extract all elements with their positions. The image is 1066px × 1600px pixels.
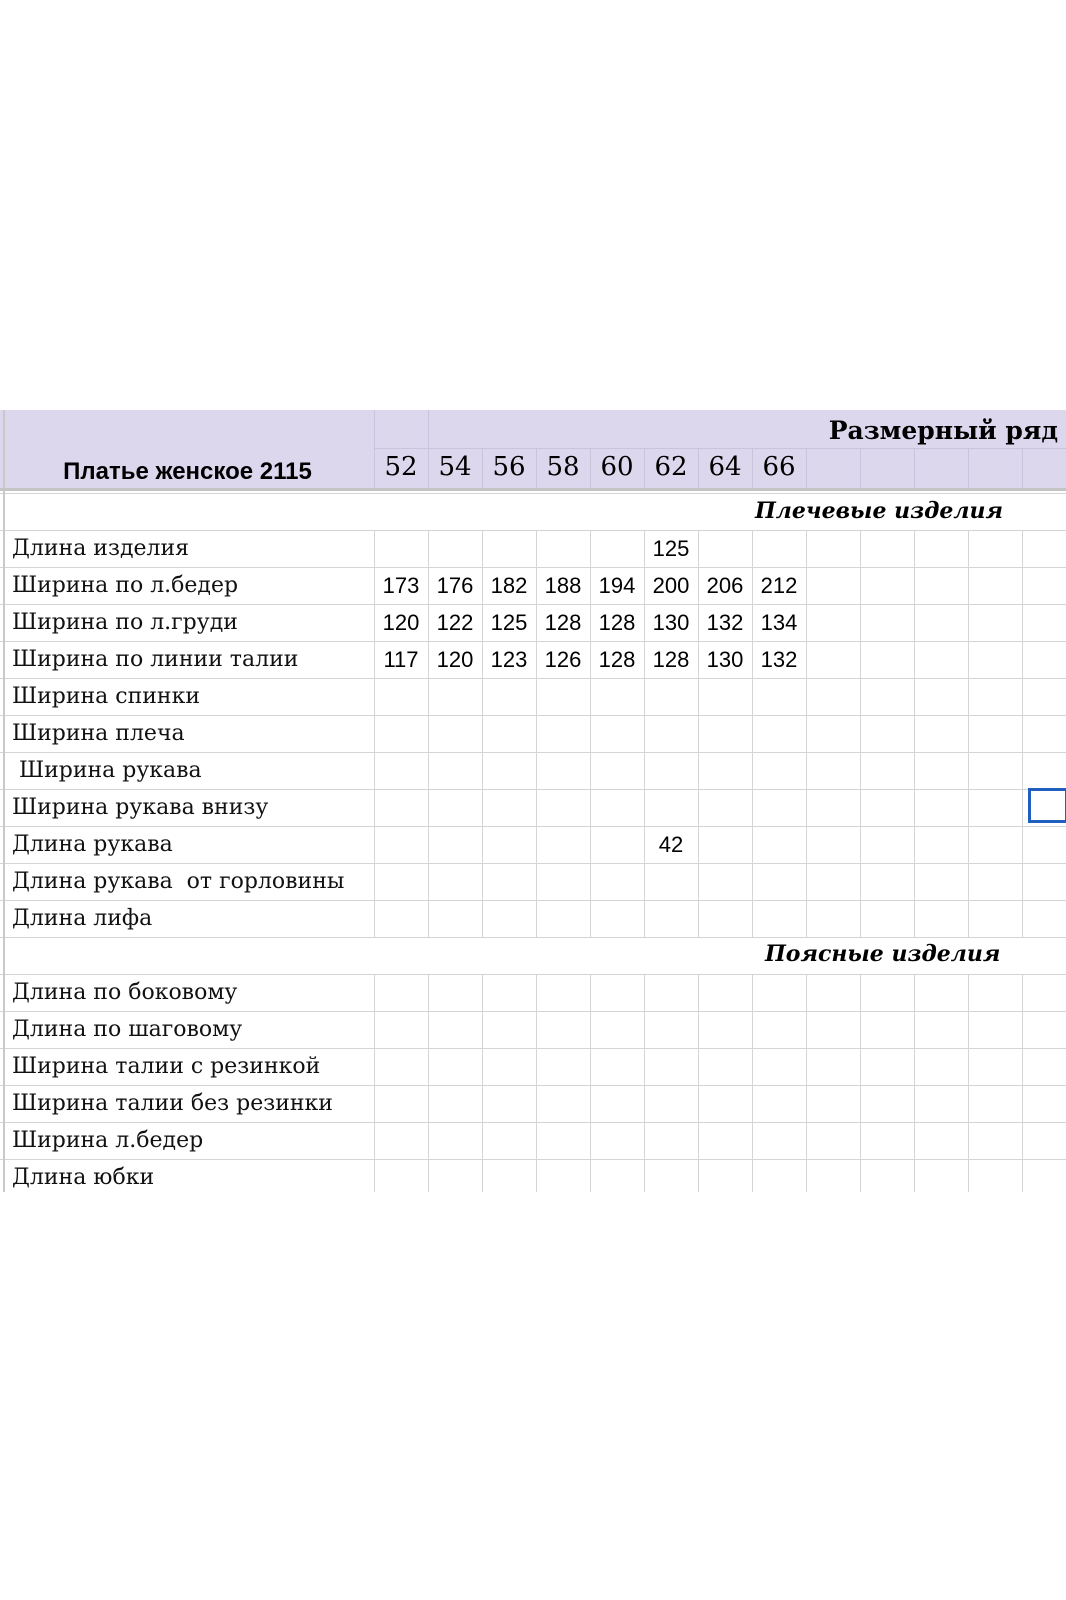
column-line — [590, 530, 591, 567]
column-line — [644, 863, 645, 900]
size-value-cell[interactable]: 126 — [544, 647, 582, 672]
row-line — [0, 641, 1066, 642]
size-header[interactable]: 64 — [708, 452, 742, 482]
column-line — [536, 1048, 537, 1085]
column-line — [536, 789, 537, 826]
column-line — [698, 789, 699, 826]
column-line — [752, 530, 753, 567]
column-line — [914, 678, 915, 715]
column-line — [374, 752, 375, 789]
size-value-cell[interactable]: 42 — [658, 832, 684, 857]
column-line — [374, 1048, 375, 1085]
column-line — [806, 900, 807, 937]
column-line — [968, 974, 969, 1011]
column-line — [482, 715, 483, 752]
column-line — [374, 715, 375, 752]
column-line — [806, 826, 807, 863]
column-line — [860, 604, 861, 641]
column-line — [428, 752, 429, 789]
column-line — [806, 1048, 807, 1085]
column-line — [482, 789, 483, 826]
row-label[interactable]: Ширина л.бедер — [12, 1128, 204, 1153]
row-line — [0, 1159, 1066, 1160]
row-line — [0, 937, 1066, 938]
row-line — [0, 604, 1066, 605]
row-line — [0, 678, 1066, 679]
column-line — [914, 900, 915, 937]
column-line — [590, 1085, 591, 1122]
column-line — [860, 1048, 861, 1085]
column-line — [428, 1085, 429, 1122]
column-line — [428, 1122, 429, 1159]
column-line — [590, 678, 591, 715]
column-line — [536, 863, 537, 900]
column-line — [590, 1011, 591, 1048]
column-line — [590, 789, 591, 826]
column-line — [968, 1048, 969, 1085]
column-line — [806, 641, 807, 678]
column-line — [860, 1011, 861, 1048]
column-line — [590, 1159, 591, 1192]
column-line — [1022, 1085, 1023, 1122]
column-line — [968, 567, 969, 604]
column-line — [860, 863, 861, 900]
column-line — [698, 863, 699, 900]
column-line — [644, 789, 645, 826]
column-line — [1022, 974, 1023, 1011]
size-header[interactable]: 58 — [546, 452, 580, 482]
size-range-title[interactable]: Размерный ряд — [828, 416, 1058, 445]
row-line — [0, 863, 1066, 864]
header-column-line — [806, 448, 807, 488]
column-line — [428, 1159, 429, 1192]
column-line — [968, 789, 969, 826]
column-line — [644, 752, 645, 789]
column-line — [482, 826, 483, 863]
column-line — [536, 974, 537, 1011]
size-value-cell[interactable]: 206 — [706, 573, 744, 598]
column-line — [752, 826, 753, 863]
column-line — [590, 1122, 591, 1159]
size-header[interactable]: 56 — [492, 452, 526, 482]
column-line — [374, 974, 375, 1011]
row-label[interactable]: Ширина талии без резинки — [12, 1091, 333, 1116]
left-edge — [3, 410, 5, 1192]
size-value-cell[interactable]: 132 — [706, 610, 744, 635]
row-label[interactable]: Ширина по л.груди — [12, 610, 238, 635]
column-line — [806, 715, 807, 752]
column-line — [374, 863, 375, 900]
column-line — [374, 1159, 375, 1192]
column-line — [806, 567, 807, 604]
row-label[interactable]: Ширина плеча — [12, 721, 185, 746]
size-value-cell[interactable]: 120 — [382, 610, 420, 635]
column-line — [428, 530, 429, 567]
column-line — [806, 863, 807, 900]
row-label[interactable]: Длина лифа — [12, 906, 153, 931]
column-line — [1022, 715, 1023, 752]
column-line — [752, 1159, 753, 1192]
column-line — [374, 789, 375, 826]
column-line — [1022, 1159, 1023, 1192]
column-line — [860, 1159, 861, 1192]
size-value-cell[interactable]: 132 — [760, 647, 798, 672]
column-line — [914, 567, 915, 604]
column-line — [752, 1085, 753, 1122]
column-line — [482, 863, 483, 900]
column-line — [968, 752, 969, 789]
column-line — [806, 974, 807, 1011]
size-header[interactable]: 66 — [762, 452, 796, 482]
column-line — [1022, 863, 1023, 900]
row-line — [0, 826, 1066, 827]
column-line — [428, 974, 429, 1011]
header-divider — [0, 488, 1066, 491]
column-line — [914, 863, 915, 900]
column-line — [860, 715, 861, 752]
row-label[interactable]: Ширина рукава — [12, 758, 202, 783]
column-line — [428, 863, 429, 900]
column-line — [374, 678, 375, 715]
column-line — [644, 1011, 645, 1048]
column-line — [914, 1159, 915, 1192]
column-line — [644, 974, 645, 1011]
column-line — [698, 1085, 699, 1122]
column-line — [752, 1122, 753, 1159]
column-line — [428, 678, 429, 715]
column-line — [374, 1122, 375, 1159]
column-line — [482, 1122, 483, 1159]
column-line — [968, 900, 969, 937]
column-line — [752, 715, 753, 752]
column-line — [914, 1122, 915, 1159]
column-line — [644, 1085, 645, 1122]
size-value-cell[interactable]: 130 — [652, 610, 690, 635]
column-line — [644, 1122, 645, 1159]
column-line — [806, 604, 807, 641]
column-line — [536, 900, 537, 937]
column-line — [968, 715, 969, 752]
row-line — [0, 1048, 1066, 1049]
column-line — [482, 974, 483, 1011]
row-line — [0, 974, 1066, 975]
column-line — [914, 789, 915, 826]
size-header[interactable]: 52 — [384, 452, 418, 482]
column-line — [1022, 567, 1023, 604]
column-line — [752, 678, 753, 715]
size-value-cell[interactable]: 128 — [544, 610, 582, 635]
column-line — [698, 974, 699, 1011]
column-line — [698, 1122, 699, 1159]
column-line — [590, 1048, 591, 1085]
column-line — [860, 752, 861, 789]
column-line — [806, 752, 807, 789]
column-line — [968, 604, 969, 641]
row-line — [0, 530, 1066, 531]
column-line — [1022, 1048, 1023, 1085]
row-line — [0, 1122, 1066, 1123]
column-line — [1022, 752, 1023, 789]
column-line — [698, 1011, 699, 1048]
row-line — [0, 900, 1066, 901]
column-line — [644, 1048, 645, 1085]
column-line — [914, 641, 915, 678]
row-label[interactable]: Длина рукава — [12, 832, 173, 857]
column-line — [752, 752, 753, 789]
column-line — [1022, 1122, 1023, 1159]
selected-cell[interactable] — [1028, 788, 1066, 823]
row-label[interactable]: Длина рукава от горловины — [12, 869, 345, 894]
column-line — [968, 1122, 969, 1159]
column-line — [644, 678, 645, 715]
column-line — [698, 1048, 699, 1085]
column-line — [536, 1085, 537, 1122]
column-line — [644, 1159, 645, 1192]
column-line — [590, 715, 591, 752]
column-line — [860, 974, 861, 1011]
column-line — [698, 678, 699, 715]
row-line — [0, 567, 1066, 568]
column-line — [914, 604, 915, 641]
column-line — [806, 530, 807, 567]
header-column-line — [428, 410, 429, 448]
column-line — [968, 530, 969, 567]
column-line — [536, 1122, 537, 1159]
column-line — [914, 974, 915, 1011]
column-line — [806, 789, 807, 826]
column-line — [914, 1048, 915, 1085]
section-waist-products[interactable]: Поясные изделия — [765, 941, 1001, 967]
column-line — [428, 1011, 429, 1048]
column-line — [590, 974, 591, 1011]
size-value-cell[interactable]: 123 — [490, 647, 528, 672]
column-line — [860, 641, 861, 678]
size-value-cell[interactable]: 200 — [652, 573, 690, 598]
column-line — [482, 900, 483, 937]
column-line — [1022, 678, 1023, 715]
column-line — [860, 1122, 861, 1159]
header-column-line — [860, 448, 861, 488]
column-line — [1022, 900, 1023, 937]
column-line — [1022, 530, 1023, 567]
column-line — [752, 1011, 753, 1048]
section-shoulder-products[interactable]: Плечевые изделия — [755, 498, 1004, 524]
column-line — [536, 530, 537, 567]
column-line — [428, 715, 429, 752]
size-value-cell[interactable]: 176 — [436, 573, 474, 598]
size-value-cell[interactable]: 128 — [598, 647, 636, 672]
column-line — [590, 752, 591, 789]
row-label[interactable]: Ширина талии с резинкой — [12, 1054, 321, 1079]
column-line — [536, 752, 537, 789]
column-line — [752, 789, 753, 826]
row-label[interactable]: Ширина спинки — [12, 684, 201, 709]
size-value-cell[interactable]: 128 — [598, 610, 636, 635]
size-value-cell[interactable]: 212 — [760, 573, 798, 598]
size-header[interactable]: 60 — [600, 452, 634, 482]
size-value-cell[interactable]: 182 — [490, 573, 528, 598]
column-line — [482, 530, 483, 567]
column-line — [914, 1011, 915, 1048]
column-line — [698, 715, 699, 752]
column-line — [428, 826, 429, 863]
column-line — [374, 826, 375, 863]
column-line — [482, 752, 483, 789]
column-line — [590, 826, 591, 863]
row-label[interactable]: Длина юбки — [12, 1165, 155, 1190]
column-line — [860, 530, 861, 567]
column-line — [752, 974, 753, 1011]
row-line — [0, 1085, 1066, 1086]
column-line — [752, 1048, 753, 1085]
size-value-cell[interactable]: 122 — [436, 610, 474, 635]
row-label[interactable]: Ширина рукава внизу — [12, 795, 269, 820]
size-value-cell[interactable]: 130 — [706, 647, 744, 672]
column-line — [860, 789, 861, 826]
column-line — [374, 1011, 375, 1048]
column-line — [374, 1085, 375, 1122]
row-label[interactable]: Ширина по линии талии — [12, 647, 299, 672]
column-line — [968, 863, 969, 900]
size-header[interactable]: 62 — [654, 452, 688, 482]
column-line — [1022, 789, 1023, 826]
column-line — [1022, 641, 1023, 678]
size-value-cell[interactable]: 125 — [652, 536, 690, 561]
row-line — [0, 493, 1066, 494]
column-line — [374, 530, 375, 567]
header-column-line — [1022, 448, 1023, 488]
column-line — [536, 1159, 537, 1192]
size-chart-sheet — [0, 410, 1066, 1192]
column-line — [806, 678, 807, 715]
column-line — [698, 1159, 699, 1192]
column-line — [374, 900, 375, 937]
row-label[interactable]: Длина изделия — [12, 536, 190, 561]
column-line — [698, 530, 699, 567]
column-line — [806, 1085, 807, 1122]
column-line — [482, 678, 483, 715]
size-value-cell[interactable]: 173 — [382, 573, 420, 598]
size-value-cell[interactable]: 188 — [544, 573, 582, 598]
column-line — [428, 900, 429, 937]
column-line — [968, 1011, 969, 1048]
column-line — [752, 900, 753, 937]
column-line — [428, 789, 429, 826]
column-line — [806, 1159, 807, 1192]
product-title[interactable]: Платье женское 2115 — [63, 458, 312, 485]
size-value-cell[interactable]: 134 — [760, 610, 798, 635]
header-row-line — [374, 448, 1066, 449]
size-value-cell[interactable]: 194 — [598, 573, 636, 598]
column-line — [536, 1011, 537, 1048]
column-line — [644, 715, 645, 752]
column-line — [644, 900, 645, 937]
column-line — [806, 1011, 807, 1048]
column-line — [860, 900, 861, 937]
size-value-cell[interactable]: 128 — [652, 647, 690, 672]
column-line — [536, 678, 537, 715]
column-line — [1022, 604, 1023, 641]
column-line — [968, 1159, 969, 1192]
column-line — [482, 1011, 483, 1048]
column-line — [1022, 1011, 1023, 1048]
column-line — [482, 1048, 483, 1085]
row-label[interactable]: Ширина по л.бедер — [12, 573, 239, 598]
row-line — [0, 715, 1066, 716]
column-line — [914, 715, 915, 752]
row-line — [0, 789, 1066, 790]
column-line — [860, 678, 861, 715]
column-line — [590, 863, 591, 900]
column-line — [536, 715, 537, 752]
header-column-line — [914, 448, 915, 488]
row-label[interactable]: Длина по боковому — [12, 980, 238, 1005]
size-value-cell[interactable]: 125 — [490, 610, 528, 635]
column-line — [914, 752, 915, 789]
column-line — [698, 826, 699, 863]
size-value-cell[interactable]: 120 — [436, 647, 474, 672]
size-header[interactable]: 54 — [438, 452, 472, 482]
column-line — [698, 752, 699, 789]
column-line — [482, 1159, 483, 1192]
column-line — [968, 826, 969, 863]
column-line — [860, 567, 861, 604]
column-line — [860, 1085, 861, 1122]
column-line — [968, 1085, 969, 1122]
column-line — [968, 641, 969, 678]
column-line — [914, 826, 915, 863]
column-line — [914, 1085, 915, 1122]
column-line — [482, 1085, 483, 1122]
column-line — [806, 1122, 807, 1159]
column-line — [968, 678, 969, 715]
column-line — [428, 1048, 429, 1085]
row-label[interactable]: Длина по шаговому — [12, 1017, 243, 1042]
column-line — [752, 863, 753, 900]
column-line — [1022, 826, 1023, 863]
size-value-cell[interactable]: 117 — [383, 647, 419, 672]
row-line — [0, 752, 1066, 753]
row-line — [0, 1011, 1066, 1012]
column-line — [698, 900, 699, 937]
column-line — [536, 826, 537, 863]
column-line — [860, 826, 861, 863]
column-line — [590, 900, 591, 937]
header-column-line — [968, 448, 969, 488]
column-line — [914, 530, 915, 567]
